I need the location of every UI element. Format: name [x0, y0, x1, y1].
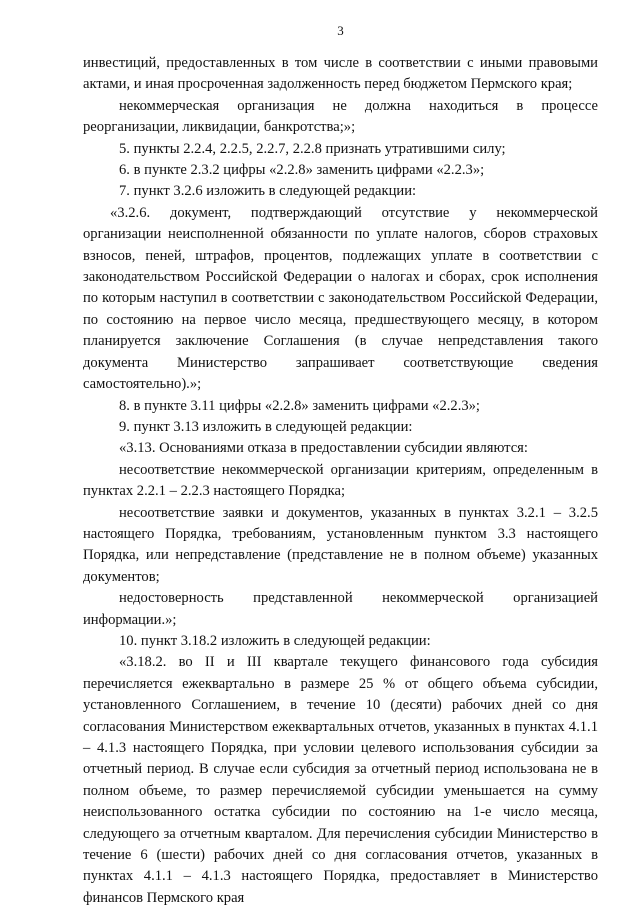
paragraph-9: несоответствие некоммерческой организации критериям, определенным в пунктах 2.2.1 – 2.2.3 настоящего Порядка; — [83, 461, 598, 500]
paragraph-1: некоммерческая организация не должна находиться в процессе реорганизации, ликвидации, банкротства;»; — [83, 97, 598, 136]
paragraph-10: несоответствие заявки и документов, указанных в пунктах 3.2.1 – 3.2.5 настоящего Порядка, требованиям, установленным пунктом 3.3 настоящего Порядка, или непредставление (представление не в полном объеме) указанных документов; — [83, 504, 598, 585]
paragraph-11: недостоверность представленной некоммерческой организацией информации.»; — [83, 590, 598, 628]
paragraph-8: «3.13. Основаниями отказа в предоставлении субсидии являются: — [119, 440, 528, 457]
document-body — [83, 53, 598, 909]
paragraph-2: 5. пункты 2.2.4, 2.2.5, 2.2.7, 2.2.8 признать утратившими силу; — [119, 140, 506, 157]
paragraph-0: инвестиций, предоставленных в том числе в соответствии с иными правовыми актами, и иная просроченная задолженность перед бюджетом Пермского края; — [83, 55, 598, 93]
paragraph-5: «3.2.6. документ, подтверждающий отсутствие у некоммерческой организации неисполненной обязанности по уплате налогов, сборов страховых взносов, пеней, штрафов, процентов, подлежащих уплате в соответствии с законодательством Российской Федерации о налогах и сборах, срок исполнения по которым наступил в соответствии с законодательством Российской Федерации, по состоянию на первое число месяца, предшествующего месяцу, в котором планируется заключение Соглашения (в случае непредставления такого документа Министерство запрашивает соответствующие сведения самостоятельно).»; — [83, 204, 598, 393]
paragraph-7: 9. пункт 3.13 изложить в следующей редакции: — [119, 418, 413, 435]
paragraph-12: 10. пункт 3.18.2 изложить в следующей редакции: — [119, 632, 431, 649]
page-number: 3 — [337, 23, 344, 38]
paragraph-3: 6. в пункте 2.3.2 цифры «2.2.8» заменить цифрами «2.2.3»; — [119, 162, 485, 179]
paragraph-4: 7. пункт 3.2.6 изложить в следующей редакции: — [119, 183, 417, 200]
paragraph-13: «3.18.2. во II и III квартале текущего финансового года субсидия перечисляется ежеквартально в размере 25 % от общего объема субсидии, установленного Соглашением, в течение 10 (десяти) рабочих дней со дня согласования Министерством ежеквартальных отчетов, указанных в пунктах 4.1.1 – 4.1.3 настоящего Порядка, при условии целевого использования субсидии за отчетный период. В случае если субсидия за отчетный период использована не в полном объеме, то размер перечисляемой субсидии уменьшается на сумму неиспользованного остатка субсидии по состоянию на 1-е число месяца, следующего за отчетным кварталом. Для перечисления субсидии Министерство в течение 6 (шести) рабочих дней со дня согласования отчетов, указанных в пунктах 4.1.1 – 4.1.3 настоящего Порядка, предоставляет в Министерство финансов Пермского края — [83, 654, 598, 906]
paragraph-6: 8. в пункте 3.11 цифры «2.2.8» заменить цифрами «2.2.3»; — [119, 397, 480, 414]
